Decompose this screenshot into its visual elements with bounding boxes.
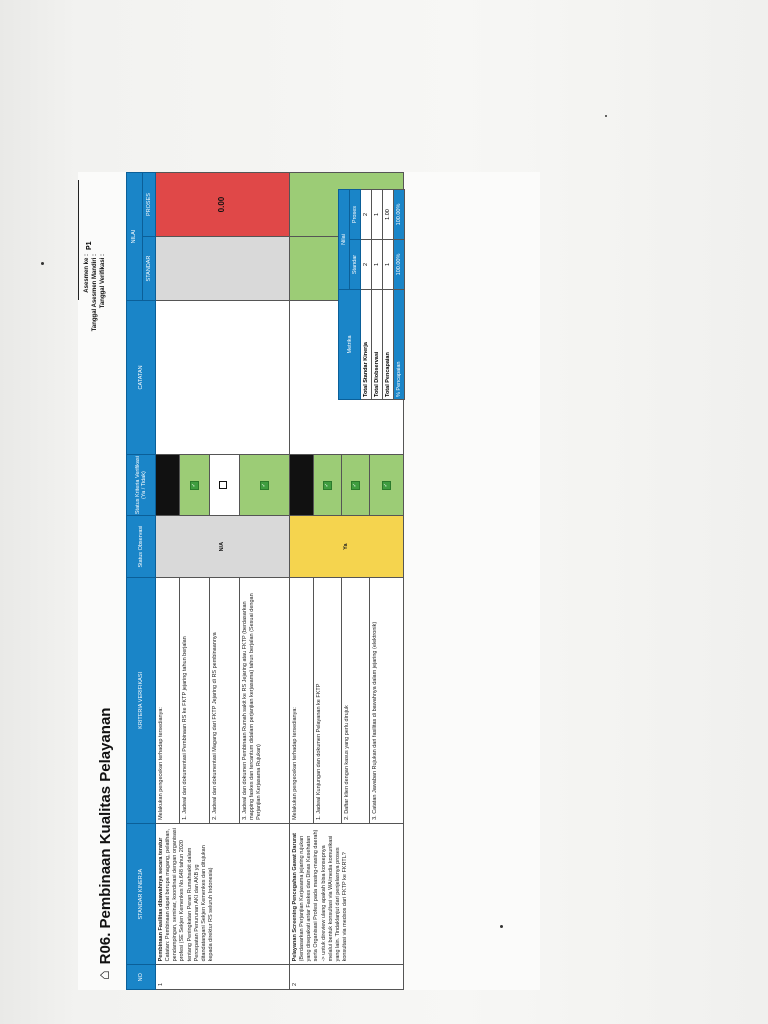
summary-label: Total Diobservasi <box>372 290 383 400</box>
col-no: NO <box>127 965 156 990</box>
row-no: 1 <box>156 965 290 990</box>
col-standar-kinerja: STANDAR KINERJA <box>127 823 156 964</box>
summary-row <box>394 189 405 399</box>
rotated-document <box>78 172 540 990</box>
status-checkbox[interactable] <box>342 454 370 516</box>
scan-speck <box>500 925 503 928</box>
col-status-kriteria: Status Kriteria Verifikasi (Ya / Tidak) <box>127 454 156 516</box>
col-nilai: NILAI <box>127 173 143 301</box>
summary-col-standar: Standar <box>350 240 361 290</box>
summary-row <box>372 189 383 399</box>
summary-proses: 2 <box>361 189 372 239</box>
catatan-cell[interactable] <box>156 301 290 455</box>
row-no: 2 <box>290 965 404 990</box>
kriteria-item: 1. Jadwal Kunjungan dan dokumen Pelayanan ke FKTP <box>314 577 342 823</box>
standar-cell <box>156 823 290 964</box>
status-checkbox[interactable] <box>180 454 210 516</box>
title-text: R06. Pembinaan Kualitas Pelayanan <box>96 707 114 965</box>
summary-row <box>361 189 372 399</box>
check-icon: ✓ <box>323 481 332 490</box>
check-icon: ✓ <box>260 481 269 490</box>
summary-col-nilai: Nilai <box>339 189 350 289</box>
page-title <box>96 708 114 980</box>
kriteria-item: 2. Jadwal dan dokumentasi Magang dari FKTP Jejaring di RS pembinaannya <box>210 577 240 823</box>
standar-desc: Catatan: Pembinaan dapat berupa magang, pelatihan, pendampingan, seminar, koordinasi dengan organisasi profesi (SE Sekjen Kemenkes No.648 tahun 2020 tentang Peningkatan Peran Rumahsakit dalam Percepatan Penurunan AKI dan AKB yg ditandatangani Sekjen Kemenkes dan ditujukan kepada direktur RS seluruh Indonesia) <box>165 828 214 962</box>
summary-label: Total Pencapaian <box>383 290 394 400</box>
home-icon[interactable]: ⌂ <box>96 970 113 980</box>
col-kriteria: KRITERIA VERIFIKASI <box>127 577 156 823</box>
summary-label: % Pencapaian <box>394 290 405 400</box>
summary-col-proses: Proses <box>350 189 361 239</box>
top-rule <box>78 180 79 300</box>
standar-title: Pembinaan Fasilitas dibawahnya secara teratur <box>158 837 164 962</box>
kriteria-item: 1. Jadwal dan dokumentasi Pembinaan RS ke FKTP jejaring tahun berjalan <box>180 577 210 823</box>
summary-standar: 2 <box>361 240 372 290</box>
kriteria-intro: Melakukan pengecekan terhadap tersedianya: <box>290 577 314 823</box>
status-checkbox[interactable] <box>314 454 342 516</box>
nilai-proses: 0.00 <box>156 173 290 237</box>
summary-col-metrik: Metrika <box>339 290 361 400</box>
check-icon: ✓ <box>382 481 391 490</box>
asesmen-ke-label: Asesmen ke : <box>84 254 90 293</box>
standar-title: Pelayanan Screening Pencegahan Gawat Darurat <box>292 833 298 962</box>
scan-speck <box>605 115 607 117</box>
check-icon: ✓ <box>190 481 199 490</box>
summary-table <box>338 189 405 400</box>
nilai-standar <box>156 237 290 301</box>
col-nilai-standar: STANDAR <box>142 237 155 301</box>
status-observasi: N/A <box>156 516 290 578</box>
kriteria-intro: Melakukan pengecekan terhadap tersedianya: <box>156 577 180 823</box>
tanggal-mandiri-label: Tanggal Asesmen Mandiri : <box>92 254 99 332</box>
summary-standar: 100.00% <box>394 240 405 290</box>
check-icon: ✓ <box>351 481 360 490</box>
standar-cell <box>290 823 404 964</box>
status-checkbox[interactable] <box>370 454 404 516</box>
header-info <box>83 254 107 444</box>
summary-standar: 1 <box>372 240 383 290</box>
status-checkbox[interactable] <box>210 454 240 516</box>
col-nilai-proses: PROSES <box>142 173 155 237</box>
summary-proses: 100.00% <box>394 189 405 239</box>
status-kriteria-header <box>156 454 180 516</box>
col-catatan: CATATAN <box>127 301 156 455</box>
summary-label: Total Standar Kinerja <box>361 290 372 400</box>
tanggal-verifikasi-label: Tanggal Verifikasi : <box>100 254 107 309</box>
table-row <box>156 173 180 990</box>
kriteria-item: 2. Daftar klien dengan kasus yang perlu dirujuk <box>342 577 370 823</box>
scan-speck <box>41 262 44 265</box>
empty-checkbox-icon <box>219 481 227 489</box>
kriteria-item: 3. Jadwal dan dokumen Pembinaan Rumah sakit ke RS Jejaring atau FKTP (berdasarkan mapping faskes dan tercantum didalam perjanjian kerjasama) tahun berjalan (Sesuai dengan Perjanjian Kerjasama Rujukan) <box>240 577 290 823</box>
standar-desc: (Berdasarkan Perjanjian Kerjasama jejaring rujukan yang disepakati antar Faskes dan Dinas Kesehatan serta Organisasi Profesi pada masing-masing daerah) -> untuk direview ulang apakah bisa konsepnya melalui bentuk konsultasi via WA/media komunikasi yang lain. Tindaklanjut dari penjelasnya proses konsultasi via medsos dari FKTP ke FKRTL? <box>299 829 348 962</box>
summary-standar: 1 <box>383 240 394 290</box>
kriteria-item: 3. Catatan Jawaban Rujukan dari fasilitas di bawahnya dalam jejaring (elektronik) <box>370 577 404 823</box>
status-checkbox[interactable] <box>240 454 290 516</box>
summary-proses: 1.00 <box>383 189 394 239</box>
table-row <box>290 173 314 990</box>
status-observasi: Ya <box>290 516 404 578</box>
status-kriteria-header <box>290 454 314 516</box>
summary-row <box>383 189 394 399</box>
page-code: P1 <box>86 241 93 250</box>
col-status-observasi: Status Observasi <box>127 516 156 578</box>
summary-proses: 1 <box>372 189 383 239</box>
